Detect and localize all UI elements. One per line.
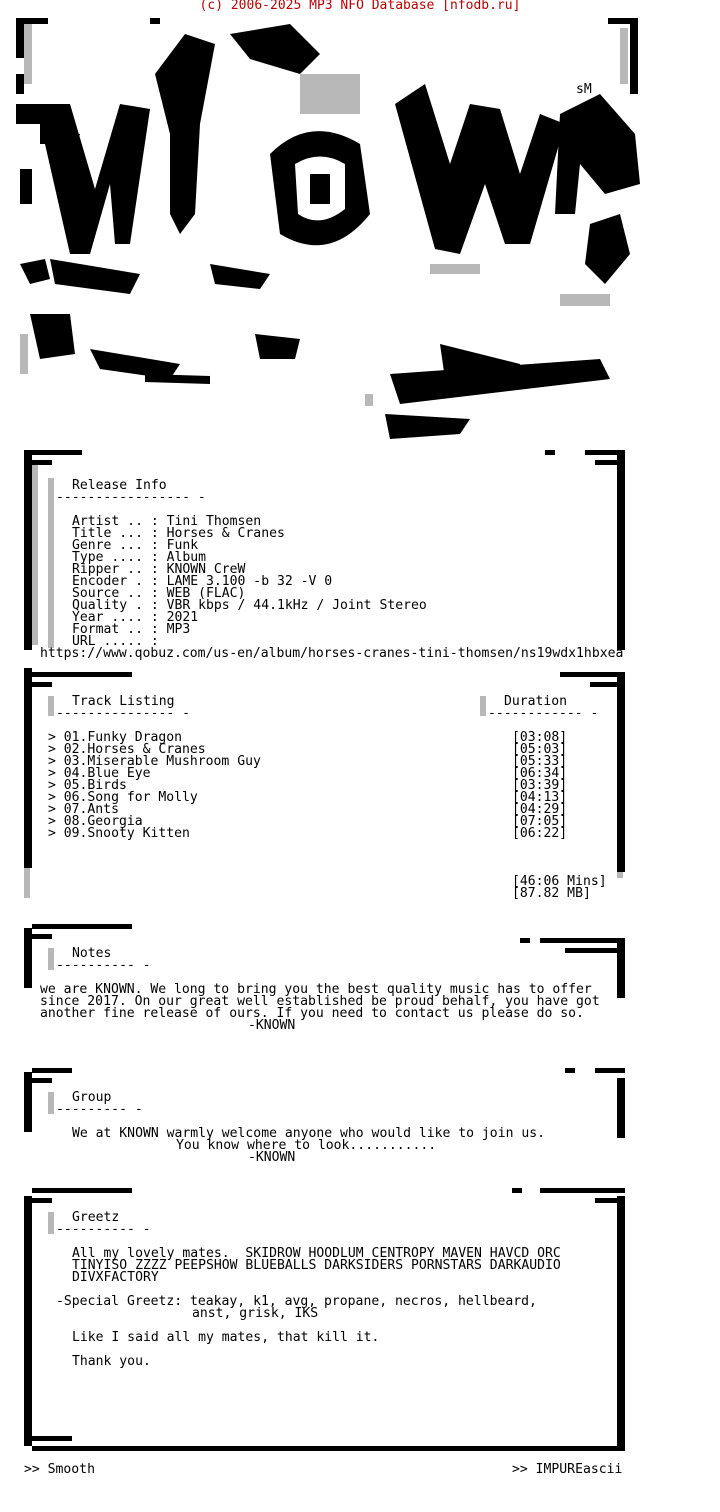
release-info-row: Format .. : MP3 [72,622,191,637]
track-item: > 01.Funky Dragon [48,730,183,745]
greetz-divider: ---------- - [56,1222,151,1237]
greetz-line-3: DIVXFACTORY [72,1270,159,1285]
track-item: > 03.Miserable Mushroom Guy [48,754,261,769]
track-item: > 07.Ants [48,802,119,817]
track-duration: [07:05] [512,814,568,829]
special-greetz-line-1: -Special Greetz: teakay, k1, avg, propane, necros, hellbeard, [56,1294,537,1309]
track-duration: [05:33] [512,754,568,769]
release-url[interactable]: https://www.qobuz.com/us-en/album/horses-cranes-tini-thomsen/ns19wdx1hbxea [40,646,624,661]
release-info-row: Year .... : 2021 [72,610,199,625]
nfodb-credit-link[interactable]: (c) 2006-2025 MP3 NFO Database [nfodb.ru] [199,0,521,13]
track-duration: [06:34] [512,766,568,781]
notes-line-2: since 2017. On our great well established be proud behalf, you have got [40,994,600,1009]
release-info-row: Artist .. : Tini Thomsen [72,514,262,529]
release-info-row: URL ..... : [72,634,159,649]
track-item: > 06.Song for Molly [48,790,198,805]
notes-line-1: we are KNOWN. We long to bring you the best quality music has to offer [40,982,592,997]
group-divider: --------- - [56,1102,143,1117]
greetz-title: Greetz [72,1210,120,1225]
notes-line-3: another fine release of ours. If you need to contact us please do so. [40,1006,584,1021]
track-item: > 09.Snooty Kitten [48,826,190,841]
release-info-row: Encoder . : LAME 3.100 -b 32 -V 0 [72,574,333,589]
track-durations [512,732,567,840]
release-info-divider: ----------------- - [56,490,206,505]
track-listing-title: Track Listing [72,694,175,709]
notes-title: Notes [72,946,112,961]
group-line-1: We at KNOWN warmly welcome anyone who would like to join us. [72,1126,545,1141]
group-frame [0,1064,720,1174]
greetz-line-2: TINYISO ZZZZ PEEPSHOW BLUEBALLS DARKSIDERS PORNSTARS DARKAUDIO [72,1258,561,1273]
track-item: > 05.Birds [48,778,127,793]
duration-title: Duration [504,694,568,709]
total-time: [46:06 Mins] [512,874,607,889]
track-listing-divider: --------------- - [56,706,191,721]
release-info-list [72,516,427,648]
greetz-line-mates: Like I said all my mates, that kill it. [72,1330,380,1345]
track-duration: [03:08] [512,730,568,745]
greetz-thanks: Thank you. [72,1354,151,1369]
track-list [48,732,261,840]
special-greetz-line-2: anst, grisk, IKS [192,1306,319,1321]
release-info-row: Ripper .. : KNOWN CreW [72,562,246,577]
track-duration: [05:03] [512,742,568,757]
ascii-logo-art [0,14,720,459]
total-size: [87.82 MB] [512,886,591,901]
release-info-row: Type .... : Album [72,550,207,565]
track-duration: [04:13] [512,790,568,805]
release-info-row: Genre ... : Funk [72,538,199,553]
greetz-line-1: All my lovely mates. SKIDROW HOODLUM CENTROPY MAVEN HAVCD ORC [72,1246,561,1261]
track-item: > 02.Horses & Cranes [48,742,206,757]
footer-credit-left: >> Smooth [24,1462,95,1477]
notes-signature: -KNOWN [248,1018,296,1033]
release-info-row: Title ... : Horses & Cranes [72,526,285,541]
track-item: > 04.Blue Eye [48,766,151,781]
track-duration: [04:29] [512,802,568,817]
duration-divider: ------------ - [488,706,599,721]
release-info-title: Release Info [72,478,167,493]
footer-credit-right: >> IMPUREascii [512,1462,623,1477]
group-line-2: You know where to look........... [176,1138,437,1153]
group-signature: -KNOWN [248,1150,296,1165]
group-title: Group [72,1090,112,1105]
release-info-row: Quality . : VBR kbps / 44.1kHz / Joint Stereo [72,598,427,613]
track-duration: [06:22] [512,826,568,841]
track-duration: [03:39] [512,778,568,793]
track-item: > 08.Georgia [48,814,143,829]
release-info-row: Source .. : WEB (FLAC) [72,586,246,601]
artist-signature: sM [576,82,592,97]
notes-divider: ---------- - [56,958,151,973]
